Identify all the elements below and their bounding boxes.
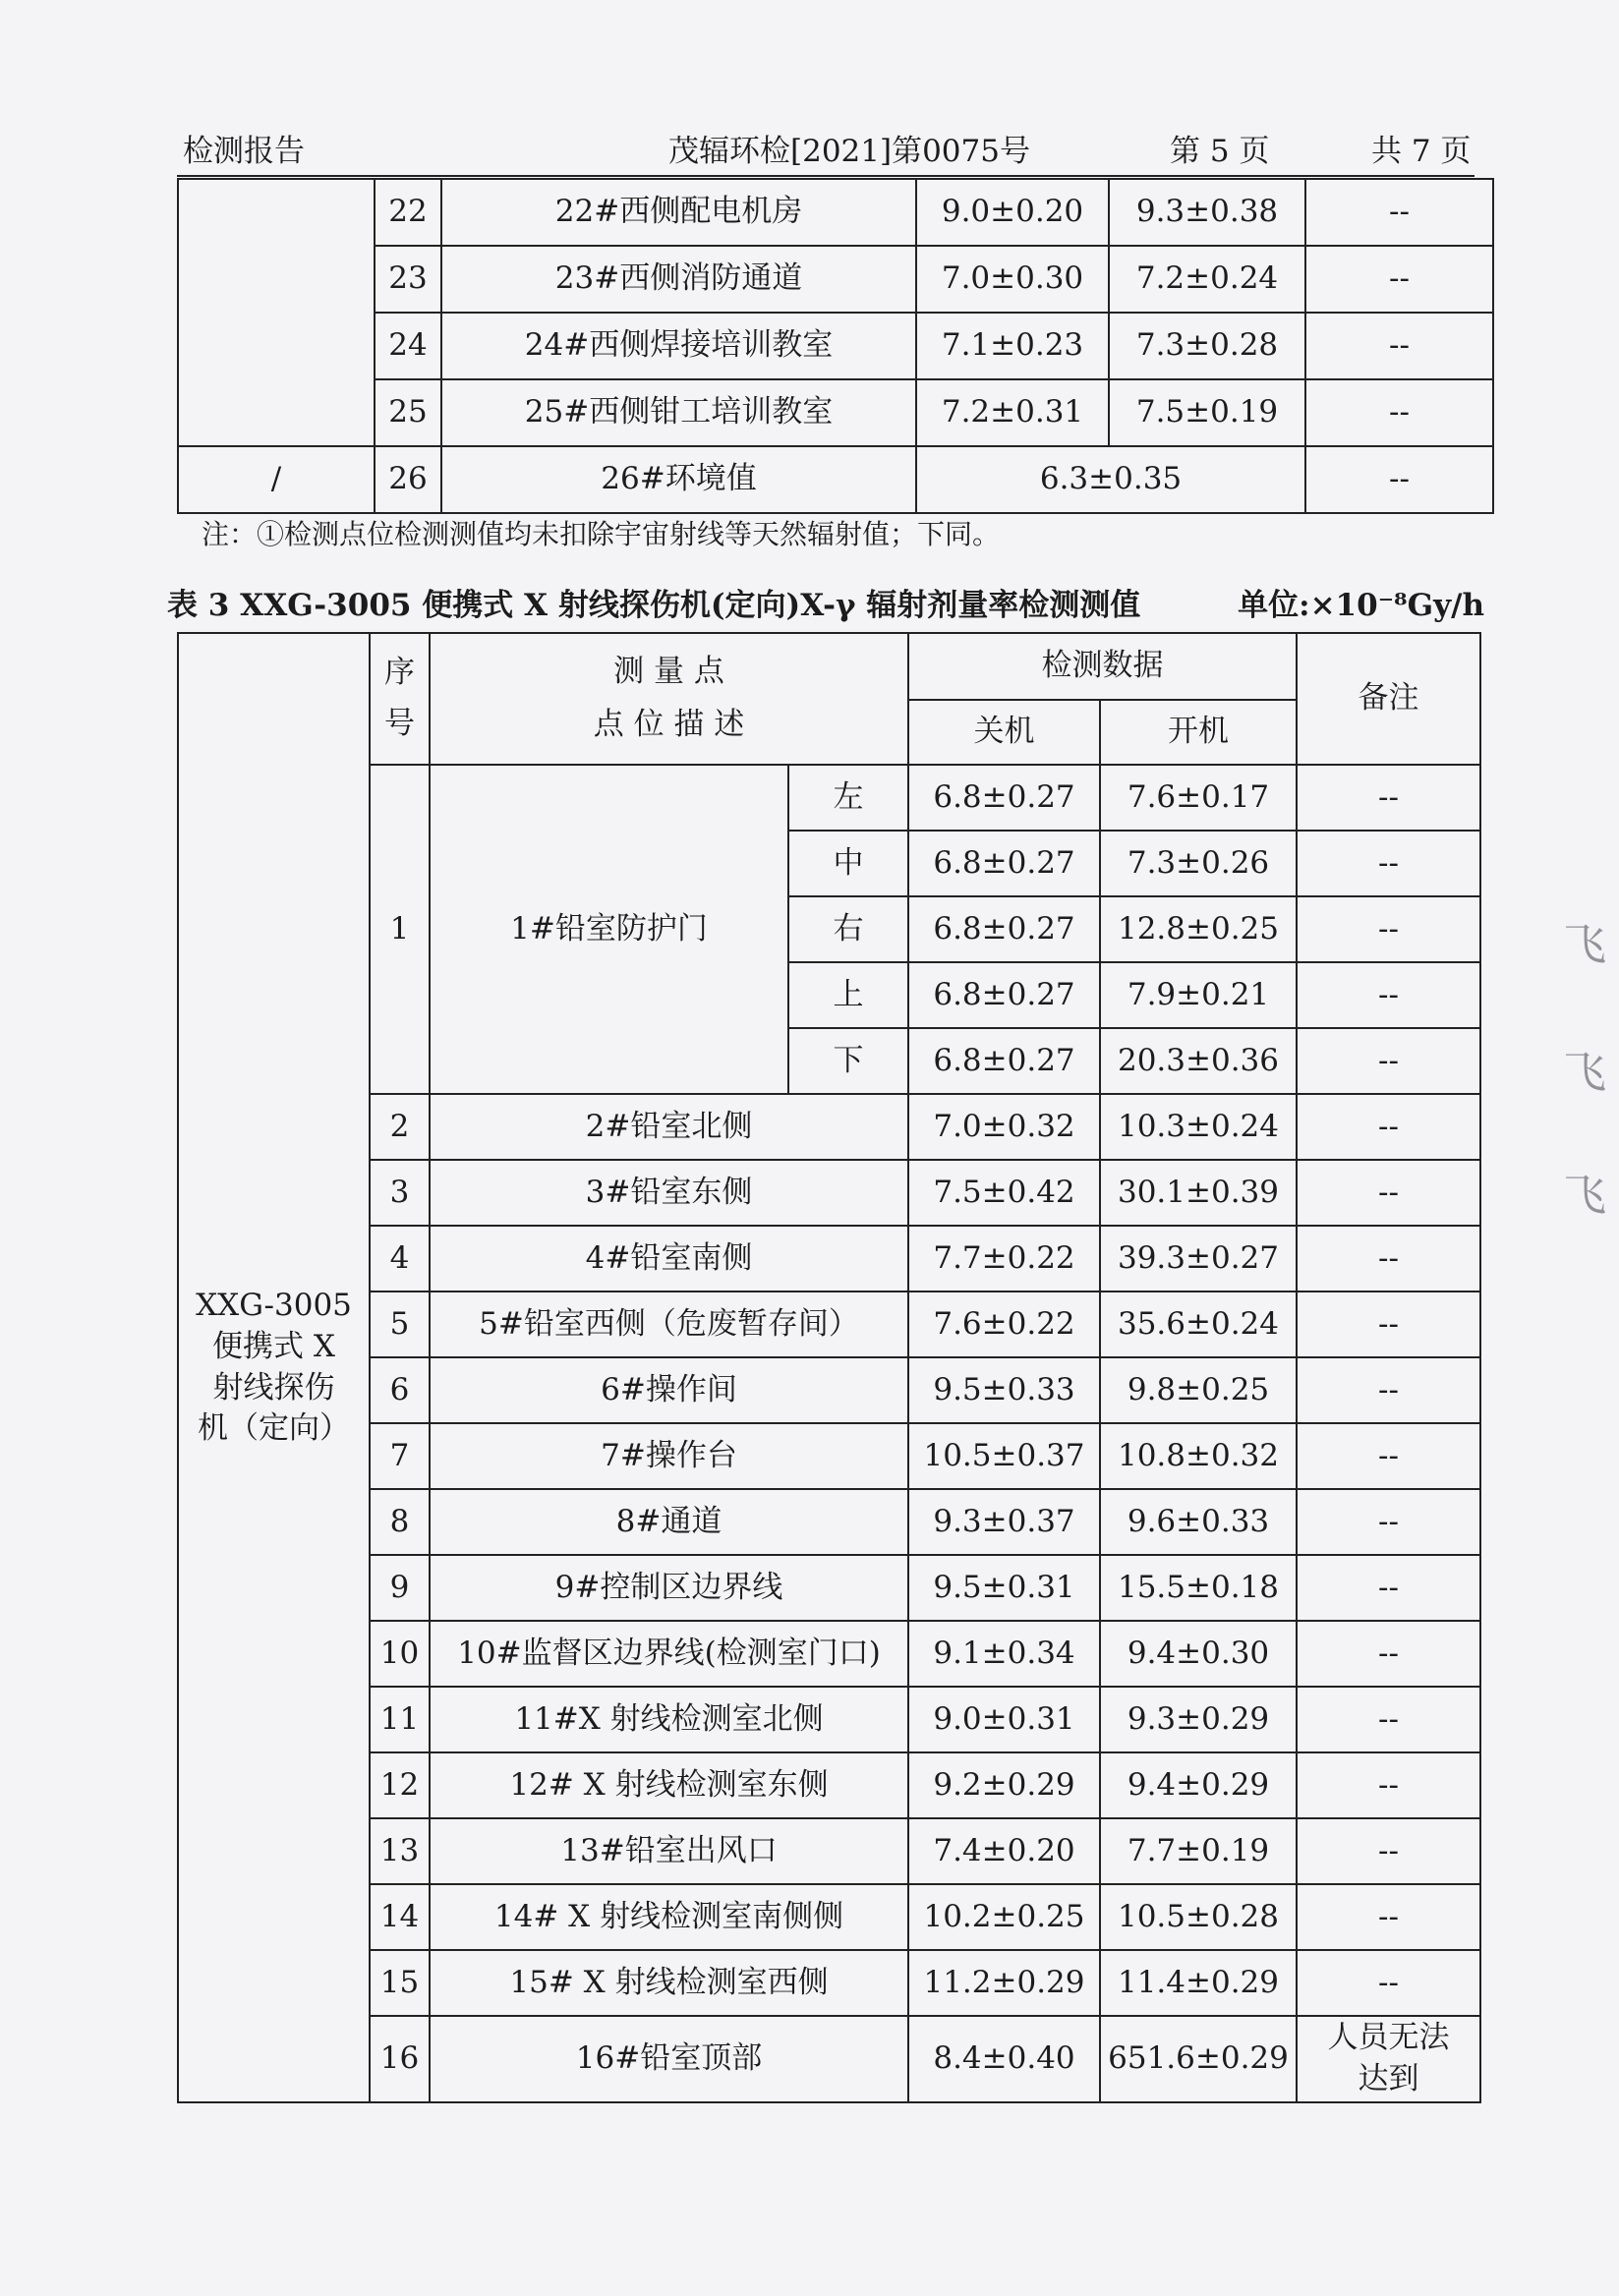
remark: -- <box>1297 1950 1480 2016</box>
row-number: 13 <box>370 1818 430 1884</box>
value-on: 651.6±0.29 <box>1100 2016 1297 2102</box>
value-on: 9.3±0.38 <box>1109 179 1305 246</box>
margin-mark: 飞 <box>1563 920 1606 970</box>
margin-mark: 飞 <box>1563 1048 1606 1098</box>
point-description: 22#西侧配电机房 <box>441 179 916 246</box>
point-description: 15# X 射线检测室西侧 <box>430 1950 908 2016</box>
row-number: 22 <box>375 179 441 246</box>
value-off: 9.2±0.29 <box>908 1752 1100 1818</box>
row-number: 26 <box>375 446 441 513</box>
row-number: 25 <box>375 379 441 446</box>
remark: -- <box>1297 1357 1480 1423</box>
row-number: 1 <box>370 765 430 1094</box>
table-row <box>178 1752 1480 1818</box>
point-description: 2#铅室北侧 <box>430 1094 908 1160</box>
point-description: 3#铅室东侧 <box>430 1160 908 1226</box>
row-number: 11 <box>370 1687 430 1752</box>
row-number: 6 <box>370 1357 430 1423</box>
value-off: 6.8±0.27 <box>908 896 1100 962</box>
table-row <box>178 379 1493 446</box>
value-on: 20.3±0.36 <box>1100 1028 1297 1094</box>
sub-position: 上 <box>788 962 908 1028</box>
point-description: 5#铅室西侧（危废暂存间） <box>430 1292 908 1357</box>
table-row <box>178 446 1493 513</box>
caption-unit: 单位:×10⁻⁸Gy/h <box>1238 588 1484 623</box>
caption-title: 表 3 XXG-3005 便携式 X 射线探伤机(定向)X-γ 辐射剂量率检测测值 <box>167 588 1141 623</box>
device-line: 射线探伤 <box>212 1369 335 1406</box>
value-on: 7.3±0.28 <box>1109 313 1305 379</box>
row-number: 8 <box>370 1489 430 1555</box>
value-off: 9.5±0.33 <box>908 1357 1100 1423</box>
table-row <box>178 1950 1480 2016</box>
remark: -- <box>1297 1160 1480 1226</box>
remark: -- <box>1305 379 1493 446</box>
value-on: 9.3±0.29 <box>1100 1687 1297 1752</box>
row-number: 4 <box>370 1226 430 1292</box>
value-on: 9.6±0.33 <box>1100 1489 1297 1555</box>
table-note: 注：①检测点位检测测值均未扣除宇宙射线等天然辐射值；下同。 <box>202 518 1001 550</box>
value-on: 12.8±0.25 <box>1100 896 1297 962</box>
value-on: 9.4±0.30 <box>1100 1621 1297 1687</box>
row-number: 14 <box>370 1884 430 1950</box>
device-line: 便携式 X <box>212 1328 335 1364</box>
value-on: 10.8±0.32 <box>1100 1423 1297 1489</box>
value-off: 9.0±0.31 <box>908 1687 1100 1752</box>
value-off: 7.7±0.22 <box>908 1226 1100 1292</box>
value-on: 11.4±0.29 <box>1100 1950 1297 2016</box>
header-text: 号 <box>384 706 415 741</box>
value-on: 15.5±0.18 <box>1100 1555 1297 1621</box>
page-total: 共 7 页 <box>1371 134 1472 169</box>
remark: -- <box>1297 1094 1480 1160</box>
remark <box>1297 2016 1480 2102</box>
point-description: 1#铅室防护门 <box>430 765 788 1094</box>
header-row <box>178 633 1480 700</box>
group-cell: / <box>178 446 375 513</box>
point-description: 10#监督区边界线(检测室门口) <box>430 1621 908 1687</box>
page-number: 第 5 页 <box>1170 134 1270 169</box>
remark: -- <box>1297 1292 1480 1357</box>
table-row <box>178 1555 1480 1621</box>
remark: -- <box>1297 765 1480 831</box>
table-row <box>178 1818 1480 1884</box>
row-number: 9 <box>370 1555 430 1621</box>
value-off: 7.0±0.30 <box>916 246 1109 313</box>
table-row <box>178 1687 1480 1752</box>
value-off: 7.5±0.42 <box>908 1160 1100 1226</box>
value-off: 10.2±0.25 <box>908 1884 1100 1950</box>
value-on: 7.3±0.26 <box>1100 831 1297 896</box>
row-number: 23 <box>375 246 441 313</box>
device-cell <box>178 633 370 2102</box>
table-row <box>178 1423 1480 1489</box>
environment-value: 6.3±0.35 <box>916 446 1305 513</box>
point-description: 11#X 射线检测室北侧 <box>430 1687 908 1752</box>
remark-line: 达到 <box>1358 2061 1419 2096</box>
remark: -- <box>1297 896 1480 962</box>
header-text: 点 位 描 述 <box>593 707 745 742</box>
remark: -- <box>1297 1818 1480 1884</box>
sub-position: 左 <box>788 765 908 831</box>
row-number: 5 <box>370 1292 430 1357</box>
remark: -- <box>1305 446 1493 513</box>
value-off: 9.3±0.37 <box>908 1489 1100 1555</box>
point-description: 8#通道 <box>430 1489 908 1555</box>
remark: -- <box>1297 1555 1480 1621</box>
sub-position: 右 <box>788 896 908 962</box>
point-description: 7#操作台 <box>430 1423 908 1489</box>
remark: -- <box>1297 1687 1480 1752</box>
table-row <box>178 1094 1480 1160</box>
remark: -- <box>1297 831 1480 896</box>
table-row <box>178 1489 1480 1555</box>
row-number: 2 <box>370 1094 430 1160</box>
value-off: 9.1±0.34 <box>908 1621 1100 1687</box>
table-row <box>178 1884 1480 1950</box>
point-description: 12# X 射线检测室东侧 <box>430 1752 908 1818</box>
report-label: 检测报告 <box>183 134 305 169</box>
value-off: 6.8±0.27 <box>908 831 1100 896</box>
remark: -- <box>1297 1226 1480 1292</box>
value-on: 39.3±0.27 <box>1100 1226 1297 1292</box>
value-off: 7.6±0.22 <box>908 1292 1100 1357</box>
group-cell <box>178 179 375 446</box>
point-description: 9#控制区边界线 <box>430 1555 908 1621</box>
remark: -- <box>1305 246 1493 313</box>
point-description: 4#铅室南侧 <box>430 1226 908 1292</box>
header-text: 序 <box>384 655 415 691</box>
value-off: 9.0±0.20 <box>916 179 1109 246</box>
point-description: 25#西侧钳工培训教室 <box>441 379 916 446</box>
row-number: 3 <box>370 1160 430 1226</box>
point-description: 26#环境值 <box>441 446 916 513</box>
table-3-caption <box>167 580 1484 624</box>
remark: -- <box>1297 1423 1480 1489</box>
point-description: 13#铅室出风口 <box>430 1818 908 1884</box>
value-off: 11.2±0.29 <box>908 1950 1100 2016</box>
header-point <box>430 633 908 765</box>
value-on: 35.6±0.24 <box>1100 1292 1297 1357</box>
value-off: 6.8±0.27 <box>908 962 1100 1028</box>
device-line: XXG-3005 <box>196 1287 352 1323</box>
value-on: 7.9±0.21 <box>1100 962 1297 1028</box>
value-on: 9.4±0.29 <box>1100 1752 1297 1818</box>
header-text: 测 量 点 <box>613 654 724 690</box>
table-row <box>178 1160 1480 1226</box>
value-on: 7.2±0.24 <box>1109 246 1305 313</box>
header-off: 关机 <box>908 700 1100 765</box>
table-row <box>178 1357 1480 1423</box>
remark: -- <box>1297 1621 1480 1687</box>
header-no <box>370 633 430 765</box>
row-number: 7 <box>370 1423 430 1489</box>
remark: -- <box>1297 1884 1480 1950</box>
table-row <box>178 246 1493 313</box>
remark-line: 人员无法 <box>1327 2020 1450 2056</box>
row-number: 16 <box>370 2016 430 2102</box>
row-number: 12 <box>370 1752 430 1818</box>
remark: -- <box>1305 179 1493 246</box>
table-row <box>178 2016 1480 2102</box>
value-on: 7.6±0.17 <box>1100 765 1297 831</box>
margin-mark: 飞 <box>1563 1171 1606 1221</box>
remark: -- <box>1297 1489 1480 1555</box>
value-on: 9.8±0.25 <box>1100 1357 1297 1423</box>
value-on: 10.5±0.28 <box>1100 1884 1297 1950</box>
value-on: 30.1±0.39 <box>1100 1160 1297 1226</box>
value-off: 6.8±0.27 <box>908 1028 1100 1094</box>
header-data: 检测数据 <box>908 633 1297 700</box>
point-description: 23#西侧消防通道 <box>441 246 916 313</box>
point-description: 24#西侧焊接培训教室 <box>441 313 916 379</box>
value-off: 10.5±0.37 <box>908 1423 1100 1489</box>
value-off: 7.2±0.31 <box>916 379 1109 446</box>
table-row <box>178 1621 1480 1687</box>
header-on: 开机 <box>1100 700 1297 765</box>
page-header <box>177 126 1474 175</box>
remark: -- <box>1297 1028 1480 1094</box>
report-number: 茂辐环检[2021]第0075号 <box>668 134 1030 169</box>
table-row <box>178 313 1493 379</box>
point-description: 14# X 射线检测室南侧侧 <box>430 1884 908 1950</box>
table-row <box>178 1292 1480 1357</box>
row-number: 10 <box>370 1621 430 1687</box>
table-2-continued <box>177 178 1494 514</box>
header-remark: 备注 <box>1297 633 1480 765</box>
table-row <box>178 179 1493 246</box>
value-off: 9.5±0.31 <box>908 1555 1100 1621</box>
header-rule <box>177 175 1474 177</box>
value-off: 7.0±0.32 <box>908 1094 1100 1160</box>
table-3 <box>177 632 1481 2103</box>
value-on: 7.7±0.19 <box>1100 1818 1297 1884</box>
point-description: 6#操作间 <box>430 1357 908 1423</box>
row-number: 15 <box>370 1950 430 2016</box>
value-off: 8.4±0.40 <box>908 2016 1100 2102</box>
table-row <box>178 765 1480 831</box>
remark: -- <box>1297 962 1480 1028</box>
sub-position: 下 <box>788 1028 908 1094</box>
value-off: 7.1±0.23 <box>916 313 1109 379</box>
point-description: 16#铅室顶部 <box>430 2016 908 2102</box>
value-off: 6.8±0.27 <box>908 765 1100 831</box>
value-on: 7.5±0.19 <box>1109 379 1305 446</box>
sub-position: 中 <box>788 831 908 896</box>
value-off: 7.4±0.20 <box>908 1818 1100 1884</box>
table-row <box>178 1226 1480 1292</box>
remark: -- <box>1305 313 1493 379</box>
value-on: 10.3±0.24 <box>1100 1094 1297 1160</box>
row-number: 24 <box>375 313 441 379</box>
remark: -- <box>1297 1752 1480 1818</box>
device-line: 机（定向） <box>198 1410 350 1447</box>
